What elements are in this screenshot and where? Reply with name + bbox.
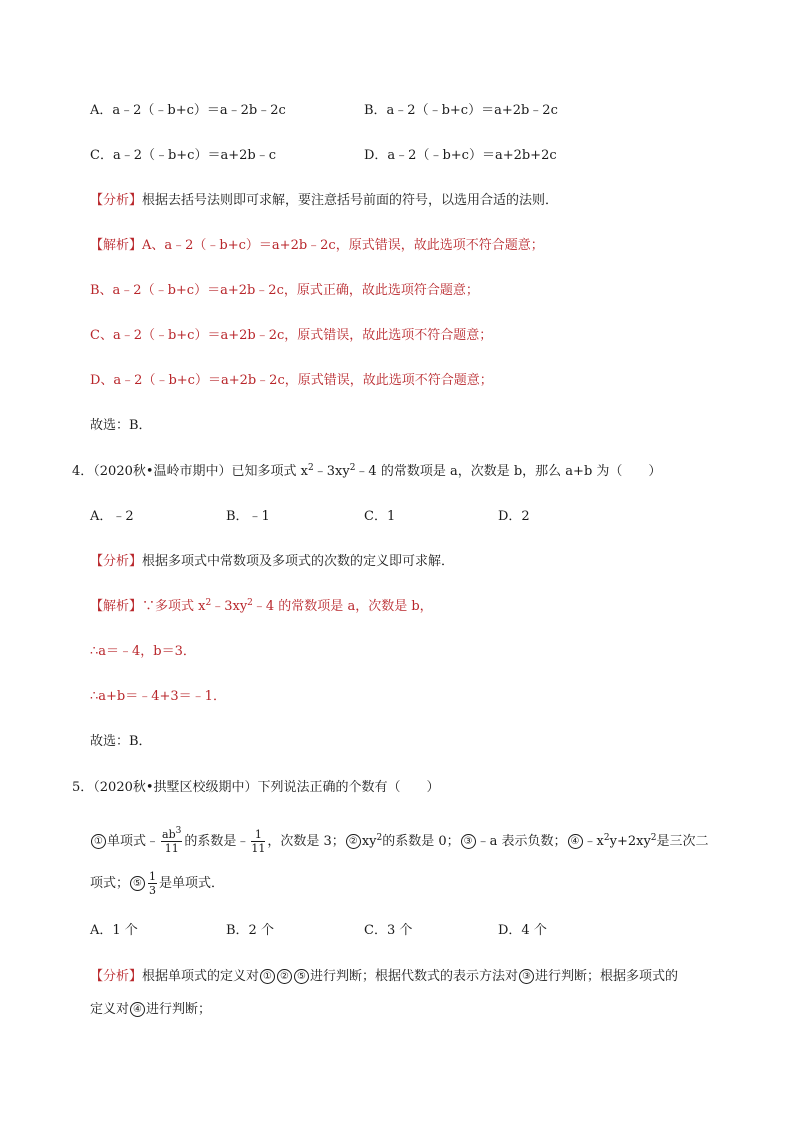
fraction-numerator (161, 828, 182, 842)
sol-part-a: ∵多项式 x (142, 599, 206, 614)
q4-stem-part-c: ﹣4 的常数项是 a，次数是 b，那么 a+b 为（ ） (355, 464, 662, 479)
statement-2-text: xy (361, 834, 377, 849)
exponent: 2 (247, 598, 253, 608)
q4-stem-part-a: 4．（2020秋•温岭市期中）已知多项式 x (72, 464, 308, 479)
statement-1-text-b: 的系数是 (184, 834, 237, 849)
exponent: 2 (308, 463, 314, 473)
fraction-ab3-over-11 (161, 828, 182, 855)
q3-option-b: B．a﹣2（﹣b+c）＝a+2b﹣2c (364, 103, 558, 118)
q4-option-c: C．1 (364, 509, 396, 524)
analysis-tag: 【分析】 (90, 969, 143, 984)
exponent: 2 (650, 833, 657, 843)
q3-solution-line-4: D、a﹣2（﹣b+c）＝a+2b﹣2c，原式错误，故此选项不符合题意； (90, 373, 493, 388)
q4-option-b: B．﹣1 (226, 509, 270, 524)
q4-solution-step-2: ∴a+b＝﹣4+3＝﹣1． (90, 689, 226, 704)
analysis-text: 根据去括号法则即可求解，要注意括号前面的符号，以选用合适的法则． (142, 193, 559, 208)
q3-solution-line-1 (90, 236, 544, 256)
statement-line-2-text: 项式； (90, 876, 130, 891)
q4-option-a: A．﹣2 (90, 509, 134, 524)
exponent: 2 (603, 833, 610, 843)
fraction-1-over-11 (251, 828, 265, 855)
q3-option-c: C．a﹣2（﹣b+c）＝a+2b﹣c (90, 148, 276, 163)
circled-number-1: ① (260, 969, 275, 984)
circled-number-5: ⑤ (130, 876, 145, 891)
q3-option-d: D．a﹣2（﹣b+c）＝a+2b+2c (364, 148, 557, 163)
analysis-text-e: 进行判断； (146, 1002, 212, 1017)
q4-answer: 故选：B． (90, 734, 152, 749)
q4-option-d: D．2 (498, 509, 530, 524)
sol-part-c: ﹣4 的常数项是 a，次数是 b， (252, 599, 433, 614)
q4-solution-step-1: ∴a＝﹣4，b＝3． (90, 644, 196, 659)
exponent: 3 (175, 826, 182, 836)
q5-option-c: C．3 个 (364, 923, 413, 938)
q5-option-a: A．1 个 (90, 923, 138, 938)
q3-solution-line-2: B、a﹣2（﹣b+c）＝a+2b﹣2c，原式正确，故此选项符合题意； (90, 283, 479, 298)
q3-analysis (90, 191, 558, 211)
q4-stem (72, 462, 661, 482)
statement-4-text: ﹣x (583, 834, 604, 849)
statement-1-text-c: ，次数是 3； (267, 834, 345, 849)
exponent: 2 (205, 598, 212, 608)
solution-tag: 【解析】 (90, 238, 143, 253)
circled-number-5: ⑤ (294, 969, 309, 984)
solution-text: A、a﹣2（﹣b+c）＝a+2b﹣2c，原式错误，故此选项不符合题意； (142, 238, 544, 253)
fraction-denominator: 3 (149, 884, 157, 897)
fraction-denominator: 11 (251, 842, 266, 855)
analysis-tag: 【分析】 (90, 193, 143, 208)
q3-option-a: A．a﹣2（﹣b+c）＝a﹣2b﹣2c (90, 103, 286, 118)
circled-number-1: ① (91, 834, 106, 849)
analysis-text-b: 进行判断；根据代数式的表示方法对 (310, 969, 519, 984)
fraction-1-over-3 (148, 870, 157, 897)
q5-stem: 5．（2020秋•拱墅区校级期中）下列说法正确的个数有（ ） (72, 780, 440, 795)
q3-answer: 故选：B． (90, 418, 152, 433)
analysis-text-d: 定义对 (90, 1002, 130, 1017)
circled-number-2: ② (346, 834, 361, 849)
sol-part-b: ﹣3xy (211, 599, 248, 614)
q4-solution-line-1 (90, 597, 433, 617)
circled-number-3: ③ (519, 969, 534, 984)
q5-analysis-line-2 (90, 1000, 211, 1020)
solution-tag: 【解析】 (90, 599, 143, 614)
q4-stem-part-b: ﹣3xy (313, 464, 350, 479)
analysis-text-c: 进行判断；根据多项式的 (535, 969, 679, 984)
statement-1-text: 单项式 (107, 834, 147, 849)
circled-number-2: ② (277, 969, 292, 984)
statement-4-text-c: 是三次二 (656, 834, 709, 849)
statement-2-text-b: 的系数是 0； (382, 834, 460, 849)
fraction-numerator: 1 (149, 870, 157, 883)
q5-statements-line-2 (90, 870, 224, 897)
numerator-text: ab (162, 828, 176, 841)
q3-solution-line-3: C、a﹣2（﹣b+c）＝a+2b﹣2c，原式错误，故此选项不符合题意； (90, 328, 493, 343)
q4-analysis (90, 552, 454, 572)
analysis-text: 根据多项式中常数项及多项式的次数的定义即可求解． (142, 554, 455, 569)
q5-analysis-line-1 (90, 967, 678, 987)
fraction-numerator: 1 (251, 828, 265, 842)
exponent: 2 (349, 463, 356, 473)
circled-number-4: ④ (568, 834, 583, 849)
q5-statements-line-1: ① 单项式﹣ $\frac{ab^3}{11}$ 的系数是﹣ $\frac{1}{11}$ ，次数是 3； ② $xy^2$的系数是 0； ③ ﹣a 表示负数； ④ $﹣x^2y+2xy^2$是三次二 (90, 828, 709, 855)
analysis-text: 根据单项式的定义对 (142, 969, 260, 984)
statement-5-text: 是单项式． (159, 876, 225, 891)
analysis-tag: 【分析】 (90, 554, 143, 569)
circled-number-4: ④ (130, 1002, 145, 1017)
q5-option-d: D．4 个 (498, 923, 547, 938)
fraction-denominator: 11 (164, 842, 179, 855)
statement-4-text-b: y+2xy (609, 834, 651, 849)
circled-number-3: ③ (461, 834, 476, 849)
statement-3-text: ﹣a 表示负数； (476, 834, 567, 849)
exponent: 2 (376, 833, 383, 843)
q5-option-b: B．2 个 (226, 923, 274, 938)
